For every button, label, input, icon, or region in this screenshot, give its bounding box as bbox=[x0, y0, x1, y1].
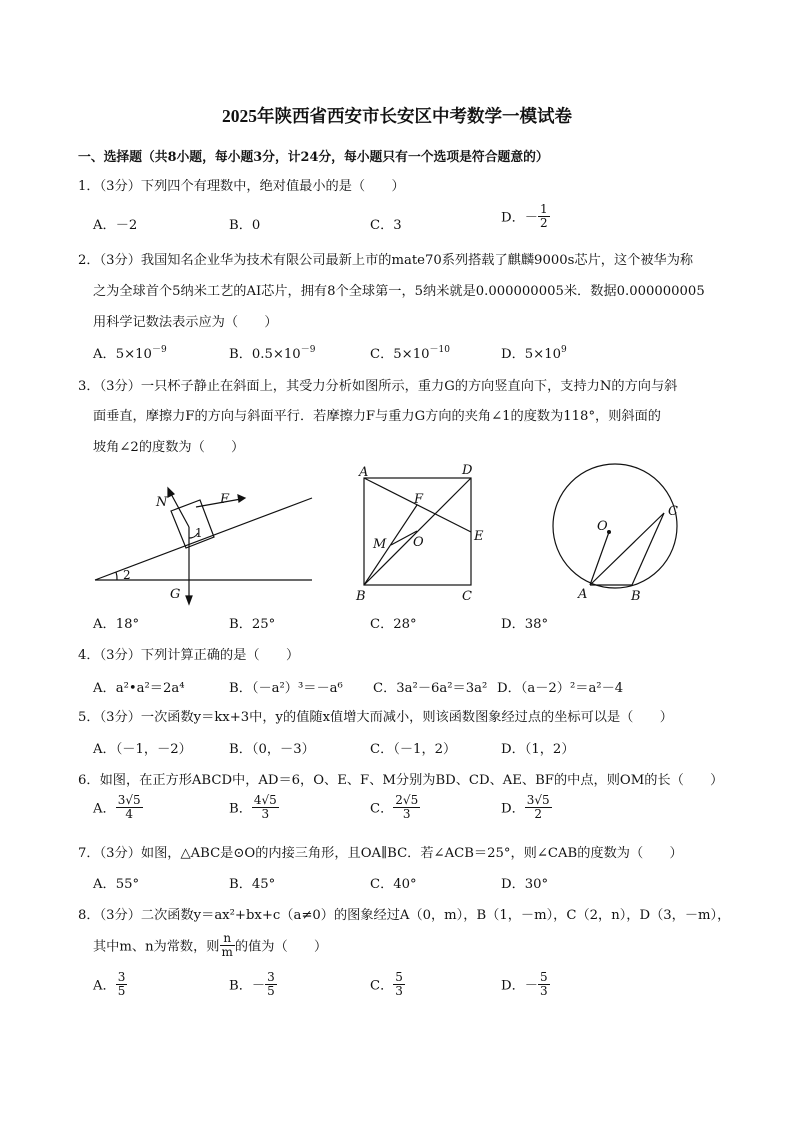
question-8-line-1: 8．（3分）二次函数y＝ax²+bx+c（a≠0）的图象经过A（0，m），B（1，－m），C（2，n），D（3，－m）， bbox=[78, 908, 731, 923]
fraction-denominator: 5 bbox=[117, 983, 126, 998]
q2-option-b-base: B．0.5×10 bbox=[229, 347, 301, 362]
q2-option-c-exponent: －10 bbox=[429, 344, 450, 355]
q4-option-b[interactable]: B．（－a²）³＝－a⁶ bbox=[229, 681, 343, 696]
q7-option-b[interactable]: B．45° bbox=[229, 877, 276, 892]
label-g: G bbox=[170, 587, 181, 602]
q2-option-d-base: D．5×10 bbox=[501, 347, 561, 362]
q6-option-c[interactable] bbox=[370, 794, 420, 820]
label-b3: B bbox=[631, 589, 641, 604]
q8-option-c-fraction bbox=[393, 971, 405, 997]
gravity-arrowhead bbox=[186, 596, 192, 604]
fraction-numerator: 3 bbox=[117, 970, 126, 984]
q1-option-c[interactable]: C．3 bbox=[370, 218, 402, 233]
label-n: N bbox=[156, 495, 168, 510]
q8-option-a-fraction bbox=[116, 971, 128, 997]
q4-option-c[interactable]: C．3a²－6a²＝3a² bbox=[373, 681, 488, 696]
q6-option-d-fraction bbox=[525, 794, 552, 820]
fraction-numerator: 5 bbox=[395, 970, 403, 984]
question-2-line-2: 之为全球首个5纳米工艺的AI芯片，拥有8个全球第一，5纳米就是0.000000005米．数据0.000000005 bbox=[93, 284, 705, 299]
label-b: B bbox=[356, 589, 366, 604]
section-heading: 一、选择题（共8小题，每小题3分，计24分，每小题只有一个选项是符合题意的） bbox=[78, 150, 549, 165]
label-f: F bbox=[220, 492, 230, 507]
fraction-numerator: 3√5 bbox=[526, 793, 550, 807]
q6-option-a-label: A． bbox=[93, 801, 116, 817]
q6-option-b-label: B． bbox=[229, 801, 252, 817]
q2-option-a-exponent: －9 bbox=[151, 344, 167, 355]
normal-force-vector bbox=[170, 492, 189, 527]
q8-option-b-fraction bbox=[265, 971, 277, 997]
q8-n-over-m bbox=[220, 932, 235, 958]
question-6-stem: 6．如图，在正方形ABCD中，AD＝6，O、E、F、M分别为BD、CD、AE、BF的中点，则OM的长（ ） bbox=[78, 773, 724, 788]
q8-option-c[interactable] bbox=[370, 971, 405, 997]
fraction-denominator: 3 bbox=[395, 983, 403, 998]
q4-option-d[interactable]: D．（a－2）²＝a²－4 bbox=[497, 681, 624, 696]
q8-option-c-label: C． bbox=[370, 978, 394, 994]
fraction-denominator: 4 bbox=[125, 806, 133, 821]
q8-option-d[interactable] bbox=[501, 971, 550, 997]
q2-option-a-base: A．5×10 bbox=[93, 347, 152, 362]
fraction-numerator: 5 bbox=[539, 970, 548, 984]
q8-line-2-prefix: 其中m、n为常数，则 bbox=[93, 939, 220, 955]
fraction-numerator: 4√5 bbox=[253, 793, 277, 807]
label-a: A bbox=[359, 465, 369, 480]
q1-option-b[interactable]: B．0 bbox=[229, 218, 261, 233]
question-5-stem: 5．（3分）一次函数y＝kx+3中，y的值随x值增大而减小，则该函数图象经过点的坐标可以是（ ） bbox=[78, 710, 673, 725]
q6-option-b-fraction bbox=[252, 794, 279, 820]
q7-option-a[interactable]: A．55° bbox=[93, 877, 140, 892]
friction-arrowhead bbox=[238, 495, 245, 502]
label-1: 1 bbox=[195, 526, 203, 540]
label-e: E bbox=[474, 529, 484, 544]
page-title: 2025年陕西省西安市长安区中考数学一模试卷 bbox=[222, 106, 572, 126]
cup-block bbox=[171, 500, 214, 548]
fraction-denominator: 3 bbox=[402, 806, 411, 821]
fraction-denominator: 2 bbox=[539, 215, 548, 230]
segment-oa bbox=[590, 532, 609, 585]
q7-option-d[interactable]: D．30° bbox=[501, 877, 549, 892]
question-1-stem: 1．（3分）下列四个有理数中，绝对值最小的是（ ） bbox=[78, 179, 405, 194]
q3-option-b[interactable]: B．25° bbox=[229, 617, 276, 632]
q4-option-a[interactable]: A．a²•a²＝2a⁴ bbox=[93, 681, 185, 696]
label-c3: C bbox=[668, 504, 678, 519]
label-c: C bbox=[462, 589, 472, 604]
label-m: M bbox=[373, 537, 387, 552]
label-o3: O bbox=[597, 519, 608, 534]
q2-option-d-exponent: 9 bbox=[560, 344, 567, 355]
q3-option-c[interactable]: C．28° bbox=[370, 617, 417, 632]
q6-option-d[interactable] bbox=[501, 794, 552, 820]
question-2-line-1: 2．（3分）我国知名企业华为技术有限公司最新上市的mate70系列搭载了麒麟9000s芯片，这个被华为称 bbox=[78, 253, 694, 268]
fraction-numerator: 2√5 bbox=[395, 793, 419, 807]
q6-option-a-fraction bbox=[116, 794, 143, 820]
q8-option-b-label: B．－ bbox=[229, 978, 266, 994]
q2-option-c-base: C．5×10 bbox=[370, 347, 430, 362]
friction-vector bbox=[196, 499, 241, 507]
fraction-denominator: 5 bbox=[267, 983, 275, 998]
q6-option-b[interactable] bbox=[229, 794, 279, 820]
q8-line-2-suffix: 的值为（ ） bbox=[234, 939, 328, 955]
q8-option-a-label: A． bbox=[93, 978, 116, 994]
q8-option-d-label: D．－ bbox=[501, 978, 538, 994]
q6-option-a[interactable] bbox=[93, 794, 143, 820]
q2-option-b-exponent: －9 bbox=[300, 344, 316, 355]
q5-option-b[interactable]: B．（0，－3） bbox=[229, 742, 315, 757]
q3-option-d[interactable]: D．38° bbox=[501, 617, 549, 632]
question-2-line-3: 用科学记数法表示应为（ ） bbox=[93, 315, 278, 330]
segment-bc bbox=[632, 513, 664, 585]
angle-2-arc bbox=[116, 572, 117, 580]
label-f2: F bbox=[414, 492, 424, 507]
question-7-stem: 7．（3分）如图，△ABC是⊙O的内接三角形，且OA∥BC．若∠ACB＝25°，则∠CAB的度数为（ ） bbox=[78, 846, 683, 861]
q5-option-c[interactable]: C．（－1，2） bbox=[370, 742, 457, 757]
fraction-denominator: m bbox=[221, 944, 233, 959]
q5-option-d[interactable]: D．（1，2） bbox=[501, 742, 575, 757]
label-d: D bbox=[462, 463, 473, 478]
q6-option-c-label: C． bbox=[370, 801, 394, 817]
label-2: 2 bbox=[123, 568, 131, 582]
label-a3: A bbox=[578, 587, 588, 602]
fraction-denominator: 3 bbox=[261, 806, 270, 821]
question-3-line-2: 面垂直，摩擦力F的方向与斜面平行．若摩擦力F与重力G方向的夹角∠1的度数为118°，则斜面的 bbox=[93, 409, 661, 424]
q6-option-c-fraction bbox=[393, 794, 420, 820]
label-o: O bbox=[413, 535, 424, 550]
normal-arrowhead bbox=[168, 488, 174, 497]
q8-option-a[interactable] bbox=[93, 971, 127, 997]
question-8-line-2 bbox=[93, 932, 327, 958]
q8-option-b[interactable] bbox=[229, 971, 277, 997]
fraction-denominator: 2 bbox=[534, 806, 543, 821]
segment-bf bbox=[364, 505, 417, 585]
q6-option-d-label: D． bbox=[501, 801, 525, 817]
q3-option-a[interactable]: A．18° bbox=[93, 617, 140, 632]
q8-option-d-fraction bbox=[538, 971, 550, 997]
fraction-numerator: n bbox=[220, 932, 235, 946]
question-4-stem: 4．（3分）下列计算正确的是（ ） bbox=[78, 648, 300, 663]
q5-option-a[interactable]: A．（－1，－2） bbox=[93, 742, 192, 757]
q1-option-a[interactable]: A．－2 bbox=[93, 218, 138, 233]
q7-option-c[interactable]: C．40° bbox=[370, 877, 417, 892]
q1-option-d-prefix: D．－ bbox=[501, 210, 538, 226]
question-3-line-1: 3．（3分）一只杯子静止在斜面上，其受力分析如图所示，重力G的方向竖直向下，支持力N的方向与斜 bbox=[78, 379, 678, 394]
question-3-line-3: 坡角∠2的度数为（ ） bbox=[93, 440, 245, 455]
fraction-denominator: 3 bbox=[539, 983, 548, 998]
fraction-numerator: 3 bbox=[267, 970, 275, 984]
circle-figure bbox=[553, 464, 677, 588]
fraction-numerator: 3√5 bbox=[117, 793, 141, 807]
fraction-numerator: 1 bbox=[539, 202, 548, 216]
